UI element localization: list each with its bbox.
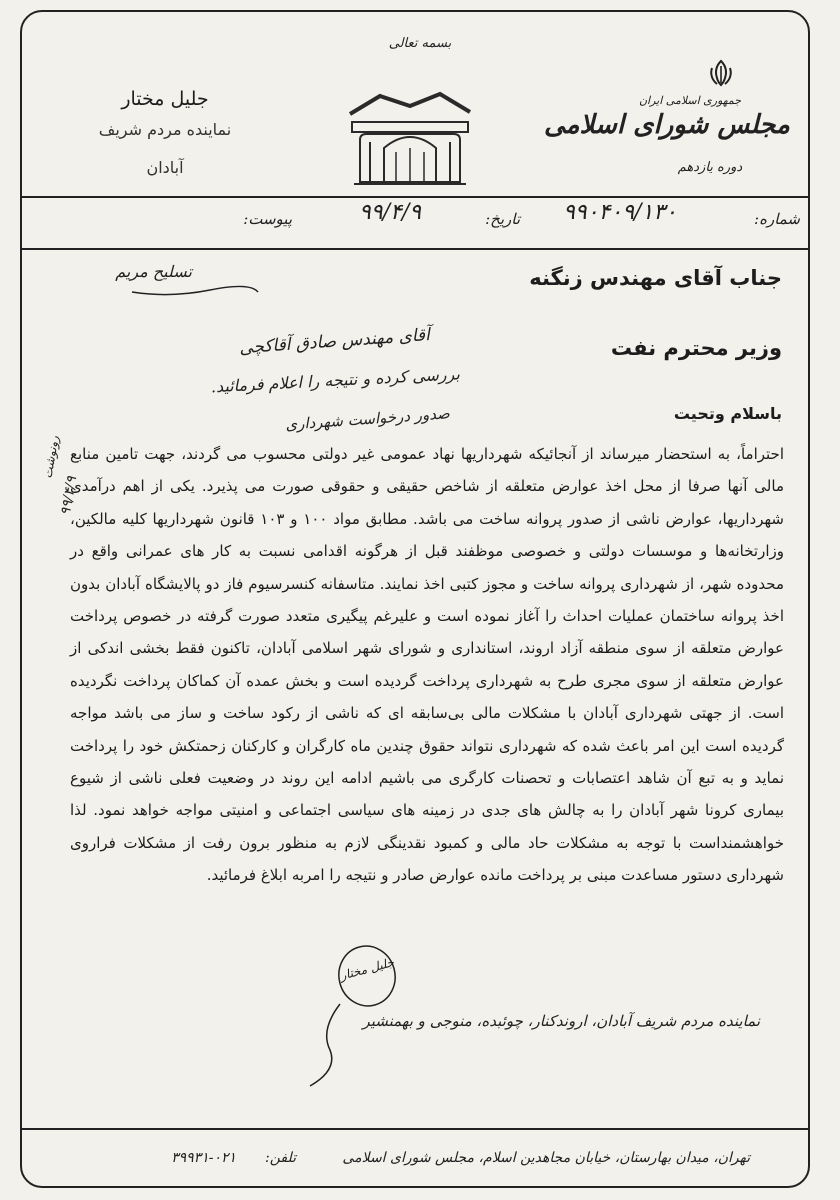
greeting: باسلام وتحیت (673, 404, 782, 423)
number-label: شماره: (754, 210, 800, 228)
margin-note-line2: صدور درخواست شهرداری (284, 404, 451, 434)
signature-name: جلیل مختار (338, 955, 396, 983)
top-handwritten-note: تسلیح مریم (115, 262, 192, 281)
footer-phone-value: ۳۹۹۳۱-۰۲۱ (171, 1150, 236, 1166)
handwritten-underline (130, 280, 260, 300)
signature-title: نماینده مردم شریف آبادان، اروندکنار، چوئبده، منوجی و بهمنشیر (362, 1012, 760, 1030)
margin-note-recipient: آقای مهندس صادق آقاکچی (238, 325, 431, 359)
representative-title: نماینده مردم شریف (98, 120, 232, 139)
footer-divider (22, 1128, 810, 1130)
margin-note-line1: بررسی کرده و نتیجه را اعلام فرمائید. (210, 364, 461, 397)
attachment-label: پیوست: (243, 210, 292, 228)
footer-phone-label: تلفن: (265, 1150, 296, 1166)
letter-body (70, 438, 784, 892)
header-divider-bottom (22, 248, 810, 250)
national-emblem-icon (706, 58, 736, 88)
margin-side-note: رونوشت (40, 434, 62, 480)
date-value: ۹۹/۴/۹ (358, 200, 422, 225)
representative-city: آبادان (146, 158, 184, 177)
republic-name: جمهوری اسلامی ایران (638, 94, 742, 107)
number-value: ۹۹۰۴۰۹/۱۳۰ (563, 200, 677, 225)
parliament-building-logo (340, 82, 480, 187)
margin-date-note: ۹۹/۴/۹ (57, 475, 81, 517)
letter-paragraph: احتراماً، به استحضار میرساند از آنجائیکه شهرداریها نهاد عمومی غیر دولتی محسوب می گردند، جهت تامین منابع مالی آنها صرفا از محل اخذ عوارض متعلقه از شاخص حقیقی و حقوقی صورت می پذیرد. یکی از اهم درآمدی شهرداریها، عوارض ناشی از صدور پروانه ساخت می باشد. مطابق مواد ۱۰۰ و ۱۰۳ قانون شهرداریها کلیه مالکین، وزارتخانه‌ها و موسسات دولتی و خصوصی موظفند قبل از هرگونه اقدامی نسبت به کار های عمرانی واقع در محدوده شهر، از شهرداری پروانه ساخت و مجوز کتبی اخذ نمایند. متاسفانه کنسرسیوم فاز دو پالایشگاه آبادان بدون اخذ پروانه ساختمان عملیات احداث را آغاز نموده است و علیرغم پیگیری متعدد صورت گرفته در خصوص پرداخت عوارض متعلقه از سوی منطقه آزاد اروند، استانداری و شورای شهر اسلامی آبادان، تاکنون فقط بخشی اندکی از عوارض متعلقه از سوی مجری طرح به شهرداری پرداخت گردیده است و بخش عمده آن کماکان پرداخت نگردیده است. از جهتی شهرداری آبادان با مشکلات مالی بی‌سابقه ای که ناشی از رکود ساخت و ساز می باشد مواجه گردیده است این امر باعث شده که شهرداری نتواند حقوق چندین ماه کارگران و کارکنان زحمتکش خود را پرداخت نماید و به تبع آن شاهد اعتصابات و تحصنات کارگری می باشیم ادامه این روند در وضعیت فعلی ناشی از شیوع بیماری کرونا شهر آبادان را به چالش های جدی در زمینه های سیاسی اجتماعی و امنیتی مواجه خواهد نمود. لذا خواهشمنداست با توجه به مشکلات حاد مالی و کمبود نقدینگی لازم به منظور برون رفت از مشکلات فراروی شهرداری دستور مساعدت مبنی بر پرداخت مانده عوارض صادر و نتیجه را امربه ابلاغ فرمائید. (70, 445, 785, 885)
representative-name: جلیل مختار (121, 88, 209, 110)
header-divider-top (22, 196, 810, 198)
recipient-line2: وزیر محترم نفت (610, 336, 782, 360)
invocation-text: بسمه تعالی (388, 36, 452, 51)
parliament-term: دوره یازدهم (677, 160, 743, 175)
date-label: تاریخ: (485, 210, 520, 228)
footer-address: تهران، میدان بهارستان، خیابان مجاهدین اسلام، مجلس شورای اسلامی (342, 1150, 750, 1166)
recipient-line1: جناب آقای مهندس زنگنه (529, 266, 782, 290)
parliament-name: مجلس شورای اسلامی (543, 110, 790, 140)
